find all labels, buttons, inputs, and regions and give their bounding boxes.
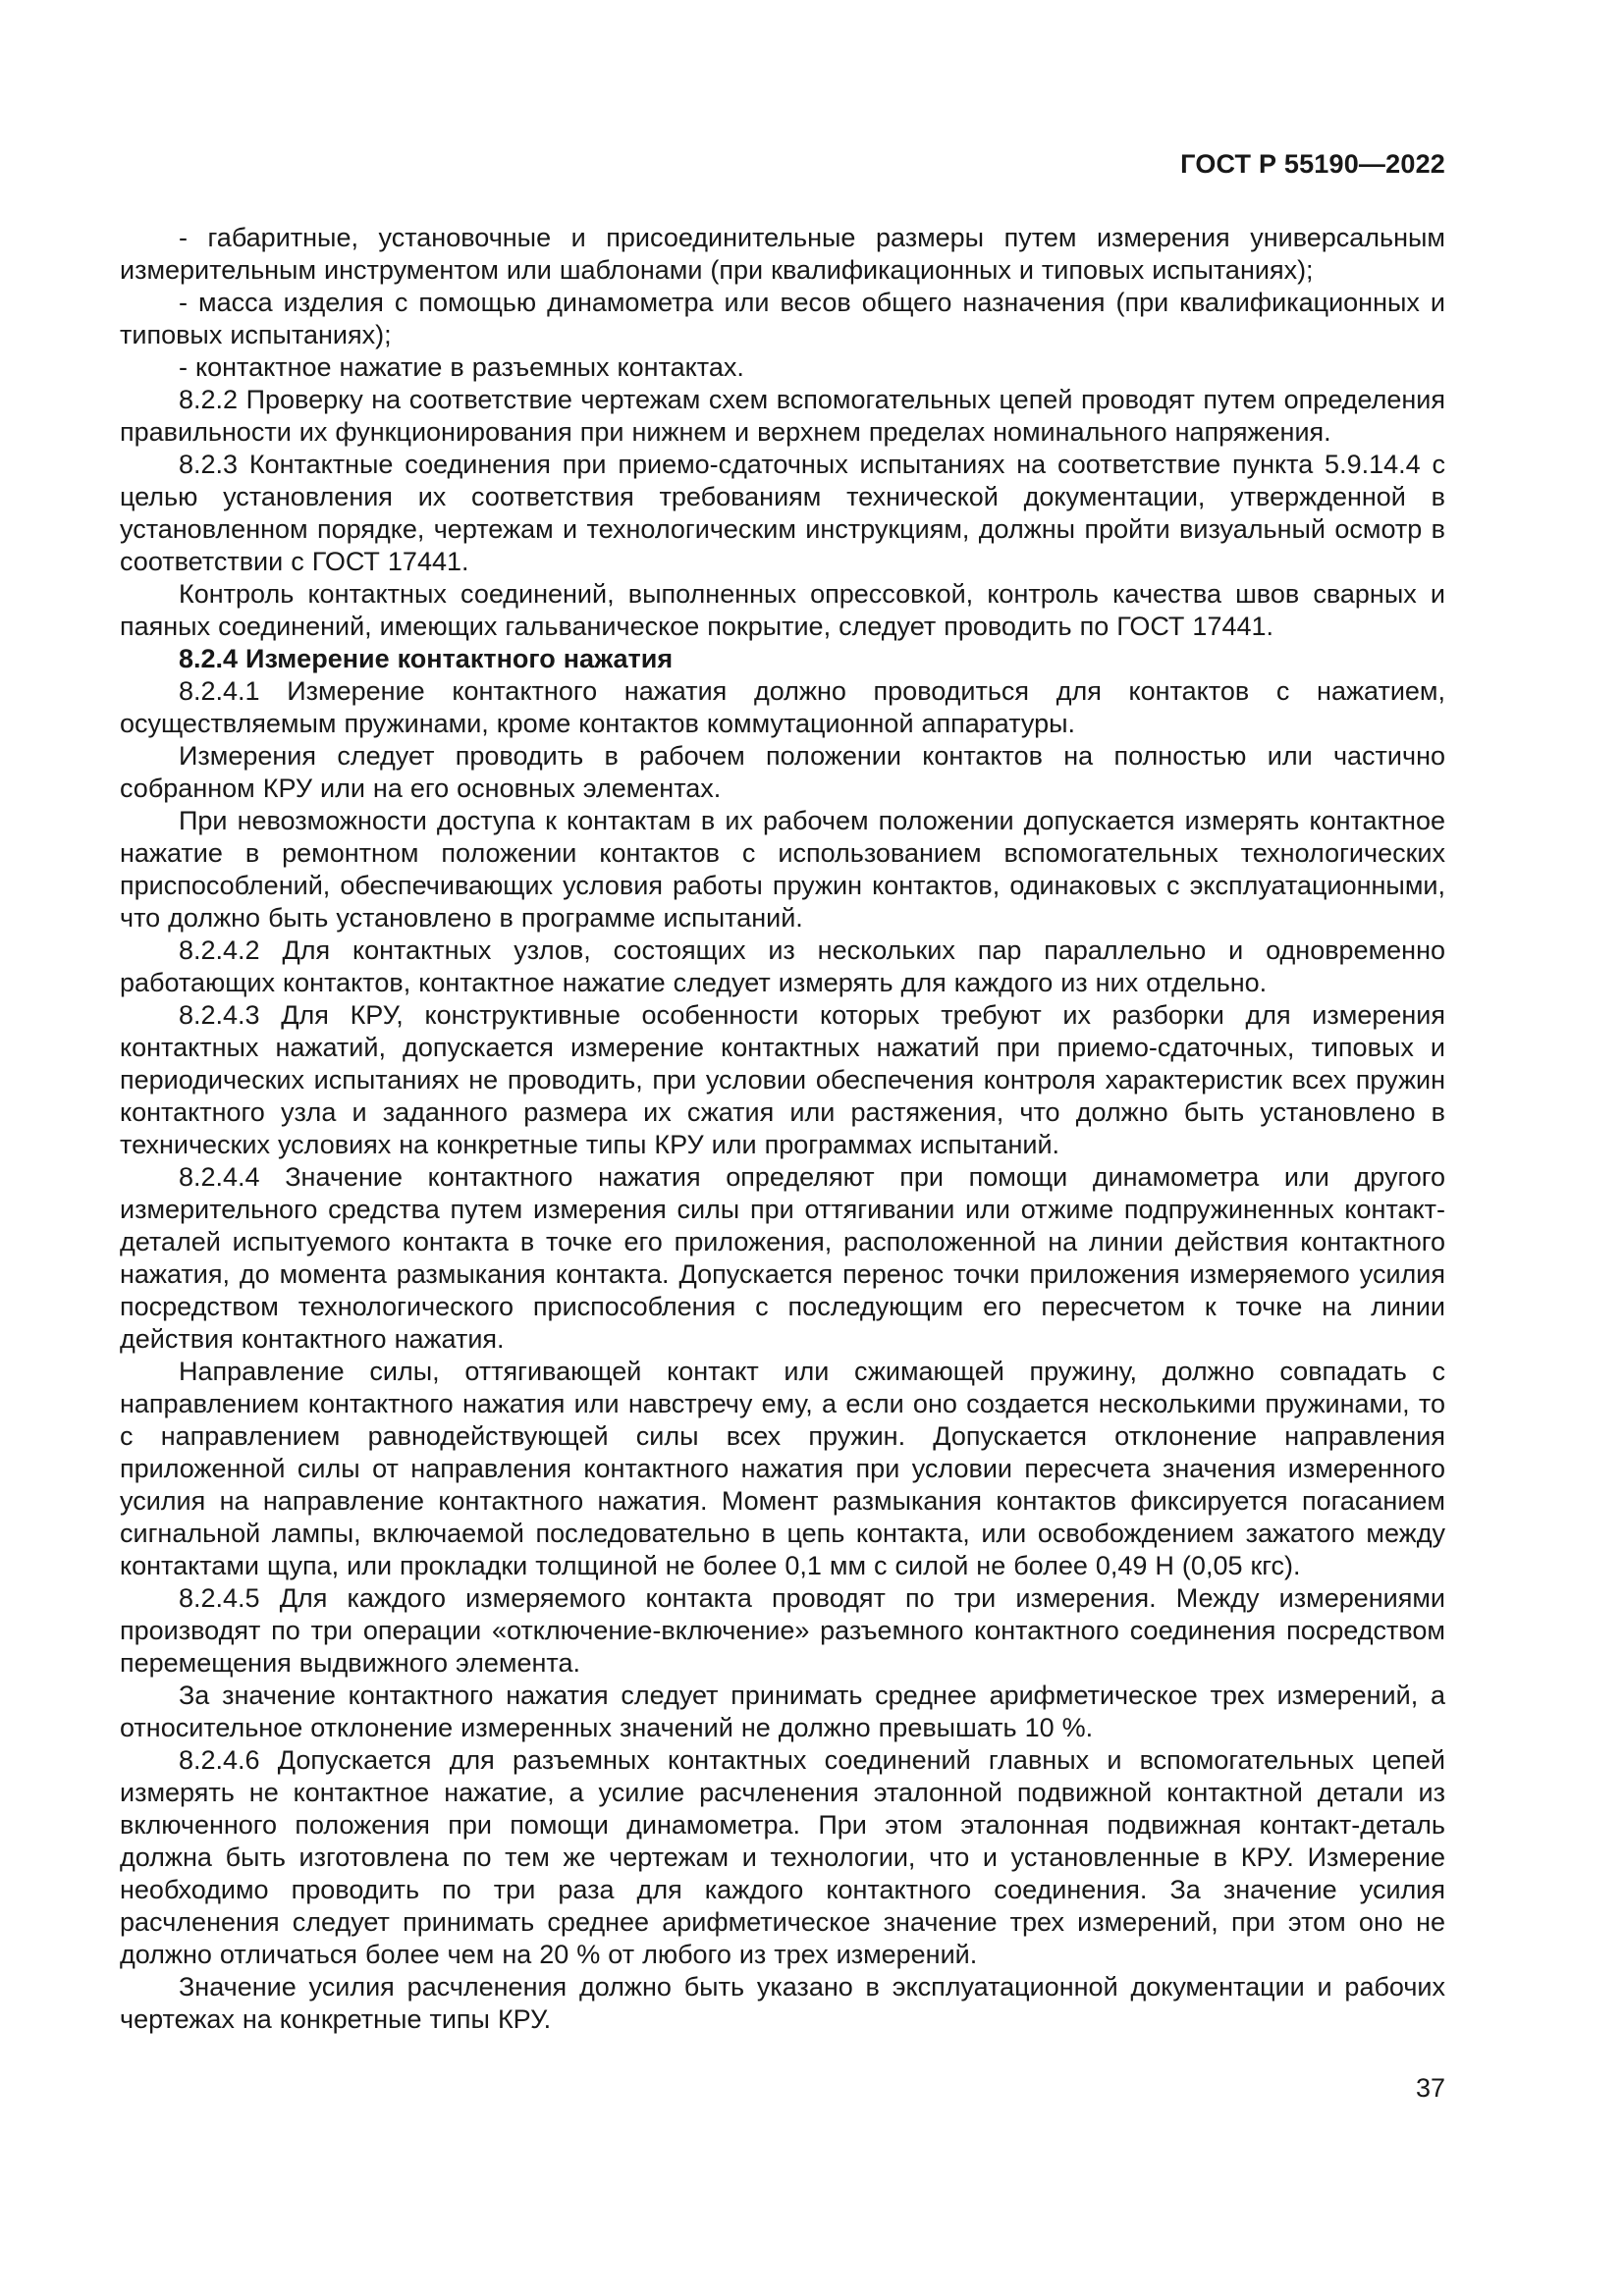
paragraph: 8.2.4.3 Для КРУ, конструктивные особенности которых требуют их разборки для измерения контактных нажатий, допускается измерение контактных нажатий при приемо-сдаточных, типовых и периодических испытаниях не проводить, при условии обеспечения контроля характеристик всех пружин контактного узла и заданного размера их сжатия или растяжения, что должно быть установлено в технических условиях на конкретные типы КРУ или программах испытаний. [120, 1000, 1445, 1159]
paragraph: Измерения следует проводить в рабочем положении контактов на полностью или частично собранном КРУ или на его основных элементах. [120, 741, 1445, 803]
document-header-code: ГОСТ Р 55190—2022 [1180, 149, 1445, 179]
paragraph: При невозможности доступа к контактам в их рабочем положении допускается измерять контактное нажатие в ремонтном положении контактов с использованием вспомогательных технологических приспособлений, обеспечивающих условия работы пружин контактов, одинаковых с эксплуатационными, что должно быть установлено в программе испытаний. [120, 806, 1445, 933]
paragraph: За значение контактного нажатия следует принимать среднее арифметическое трех измерений, а относительное отклонение измеренных значений не должно превышать 10 %. [120, 1681, 1445, 1742]
paragraph: Значение усилия расчленения должно быть указано в эксплуатационной документации и рабочих чертежах на конкретные типы КРУ. [120, 1972, 1445, 2034]
paragraph: 8.2.2 Проверку на соответствие чертежам схем вспомогательных цепей проводят путем определения правильности их функционирования при нижнем и верхнем пределах номинального напряжения. [120, 385, 1445, 447]
paragraph: - габаритные, установочные и присоединительные размеры путем измерения универсальным измерительным инструментом или шаблонами (при квалификационных и типовых испытаниях); [120, 223, 1445, 285]
paragraph: 8.2.4.5 Для каждого измеряемого контакта проводят по три измерения. Между измерениями производят по три операции «отключение-включение» разъемного контактного соединения посредством перемещения выдвижного элемента. [120, 1583, 1445, 1678]
paragraph: 8.2.4.2 Для контактных узлов, состоящих из нескольких пар параллельно и одновременно работающих контактов, контактное нажатие следует измерять для каждого из них отдельно. [120, 935, 1445, 997]
paragraph: 8.2.4.6 Допускается для разъемных контактных соединений главных и вспомогательных цепей измерять не контактное нажатие, а усилие расчленения эталонной подвижной контактной детали из включенного положения при помощи динамометра. При этом эталонная подвижная контакт-деталь должна быть изготовлена по тем же чертежам и технологии, что и установленные в КРУ. Измерение необходимо проводить по три раза для каждого контактного соединения. За значение усилия расчленения следует принимать среднее арифметическое значение трех измерений, при этом оно не должно отличаться более чем на 20 % от любого из трех измерений. [120, 1745, 1445, 1969]
page-number: 37 [1415, 2073, 1445, 2103]
paragraph: 8.2.4.4 Значение контактного нажатия определяют при помощи динамометра или другого измерительного средства путем измерения силы при оттягивании или отжиме подпружиненных контакт-деталей испытуемого контакта в точке его приложения, расположенной на линии действия контактного нажатия, до момента размыкания контакта. Допускается перенос точки приложения измеряемого усилия посредством технологического приспособления с последующим его пересчетом к точке на линии действия контактного нажатия. [120, 1162, 1445, 1354]
document-body [120, 222, 1445, 2036]
paragraph: Контроль контактных соединений, выполненных опрессовкой, контроль качества швов сварных и паяных соединений, имеющих гальваническое покрытие, следует проводить по ГОСТ 17441. [120, 579, 1445, 641]
paragraph: 8.2.3 Контактные соединения при приемо-сдаточных испытаниях на соответствие пункта 5.9.14.4 с целью установления их соответствия требованиям технической документации, утвержденной в установленном порядке, чертежам и технологическим инструкциям, должны пройти визуальный осмотр в соответствии с ГОСТ 17441. [120, 450, 1445, 576]
paragraph: - контактное нажатие в разъемных контактах. [179, 352, 744, 382]
paragraph: - масса изделия с помощью динамометра или весов общего назначения (при квалификационных и типовых испытаниях); [120, 288, 1445, 349]
paragraph: 8.2.4.1 Измерение контактного нажатия должно проводиться для контактов с нажатием, осуществляемым пружинами, кроме контактов коммутационной аппаратуры. [120, 676, 1445, 738]
section-heading: 8.2.4 Измерение контактного нажатия [179, 644, 674, 673]
paragraph: Направление силы, оттягивающей контакт или сжимающей пружину, должно совпадать с направлением контактного нажатия или навстречу ему, а если оно создается несколькими пружинами, то с направлением равнодействующей силы всех пружин. Допускается отклонение направления приложенной силы от направления контактного нажатия при условии пересчета значения измеренного усилия на направление контактного нажатия. Момент размыкания контактов фиксируется погасанием сигнальной лампы, включаемой последовательно в цепь контакта, или освобождением зажатого между контактами щупа, или прокладки толщиной не более 0,1 мм с силой не более 0,49 Н (0,05 кгс). [120, 1357, 1445, 1580]
